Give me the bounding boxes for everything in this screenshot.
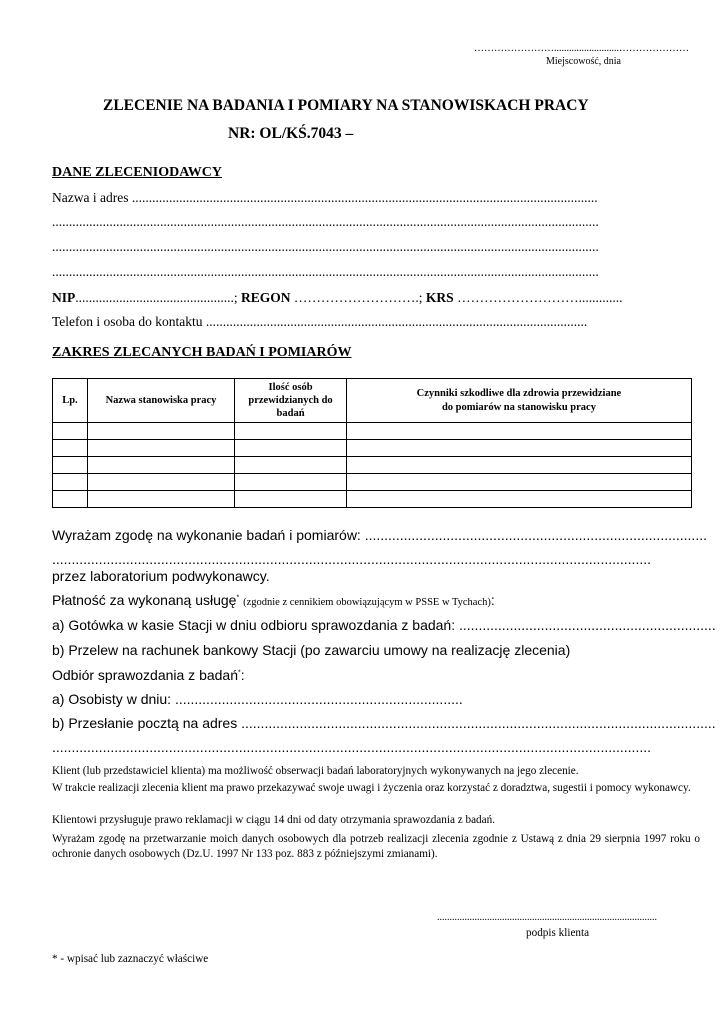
cell-factors[interactable] [346, 474, 691, 491]
cell-qty[interactable] [235, 423, 347, 440]
signature-dots: ........................................................................................ [437, 912, 657, 923]
cell-lp[interactable] [53, 440, 88, 457]
pickup-sup: * [238, 669, 241, 677]
name-address-row [52, 190, 598, 206]
payment-option-cash: a) Gotówka w kasie Stacji w dniu odbioru sprawozdania z badań: .................................................................. [52, 617, 716, 633]
krs-label: KRS [425, 290, 454, 305]
name-address-dots: .......................................................................................................................................... [131, 190, 598, 205]
regon-label: REGON [241, 290, 291, 305]
signature-label: podpis klienta [526, 927, 590, 939]
cell-lp[interactable] [53, 457, 88, 474]
scope-table [52, 378, 692, 508]
payment-option-transfer: b) Przelew na rachunek bankowy Stacji (po zawarciu umowy na realizację zlecenia) [52, 642, 571, 658]
note-gdpr: Wyrażam zgodę na przetwarzanie moich danych osobowych dla potrzeb realizacji zlecenia zgodnie z Ustawą z dnia 29 sierpnia 1997 roku o ochronie danych osobowych (Dz.U. 1997 Nr 133 poz. 883 z późniejszymi zmianami). [52, 833, 700, 861]
contact-row [52, 314, 587, 330]
cell-factors[interactable] [346, 440, 691, 457]
client-heading: DANE ZLECENIODAWCY [52, 165, 222, 180]
cell-qty[interactable] [235, 491, 347, 508]
nip-label: NIP [52, 290, 76, 305]
cell-factors[interactable] [346, 423, 691, 440]
table-row[interactable] [53, 423, 692, 440]
cell-name[interactable] [87, 423, 234, 440]
cell-qty[interactable] [235, 440, 347, 457]
note-complaint: Klientowi przysługuje prawo reklamacji w ciągu 14 dni od daty otrzymania sprawozdania z badań. [52, 814, 496, 826]
col-qty-text: Ilość osób przewidzianych do badań [248, 381, 333, 420]
col-qty-header [235, 379, 347, 423]
table-row[interactable] [53, 474, 692, 491]
payment-note: (zgodnie z cennikiem obowiązującym w PSSE w Tychach) [243, 597, 491, 608]
cell-name[interactable] [87, 474, 234, 491]
col-name-header: Nazwa stanowiska pracy [87, 379, 234, 423]
note-observation: Klient (lub przedstawiciel klienta) ma możliwość obserwacji badań laboratoryjnych wykonywanych na jego zlecenie. [52, 765, 579, 777]
contact-dots: ................................................................................................................. [205, 314, 588, 329]
pickup-label: Odbiór sprawozdania z badań [52, 667, 239, 683]
consent-line: Wyrażam zgodę na wykonanie badań i pomiarów: ........................................................................................ [52, 527, 707, 543]
document-title: ZLECENIE NA BADANIA I POMIARY NA STANOWISKACH PRACY [103, 97, 589, 114]
scope-heading: ZAKRES ZLECANYCH BADAŃ I POMIARÓW [52, 345, 352, 360]
consent-dots: .......................................................................................................................................................... [52, 551, 652, 567]
table-header-row [53, 379, 692, 423]
col-factor-header [346, 379, 691, 423]
table-row[interactable] [53, 491, 692, 508]
place-date-label: Miejscowość, dnia [546, 56, 621, 67]
contact-label: Telefon i osoba do kontaktu [52, 314, 203, 329]
address-line-3: .................................................................................................................................................................. [52, 264, 599, 279]
cell-qty[interactable] [235, 457, 347, 474]
cell-factors[interactable] [346, 491, 691, 508]
pickup-address-dots: .......................................................................................................................................................... [52, 739, 652, 755]
cell-name[interactable] [87, 457, 234, 474]
table-row[interactable] [53, 457, 692, 474]
name-address-label: Nazwa i adres [52, 190, 129, 205]
cell-name[interactable] [87, 440, 234, 457]
pickup-option-personal: a) Osobisty w dniu: .......................................................................... [52, 691, 463, 707]
place-date-dots: ……………………..........................………………… [474, 43, 689, 54]
payment-label-row [52, 592, 495, 608]
note-rights: W trakcie realizacji zlecenia klient ma prawo przekazywać swoje uwagi i życzenia oraz korzystać z doradztwa, sugestii i pomocy wykonawcy. [52, 782, 691, 794]
table-row[interactable] [53, 440, 692, 457]
cell-factors[interactable] [346, 457, 691, 474]
subcontractor-text: przez laboratorium podwykonawcy. [52, 568, 270, 584]
regon-dots: ……………………….; [293, 290, 423, 305]
ids-row [52, 290, 622, 306]
nip-dots: ...............................................; [75, 290, 238, 305]
col-factor-line2: do pomiarów na stanowisku pracy [441, 401, 596, 413]
payment-label: Płatność za wykonaną usługę [52, 592, 237, 608]
address-line-2: .................................................................................................................................................................. [52, 239, 599, 254]
payment-colon: : [490, 592, 495, 608]
cell-name[interactable] [87, 491, 234, 508]
payment-sup: * [236, 594, 240, 602]
col-factor-line1: Czynniki szkodliwe dla zdrowia przewidziane [416, 388, 622, 400]
cell-lp[interactable] [53, 423, 88, 440]
pickup-option-post: b) Przesłanie pocztą na adres .......................................................................................................................... [52, 715, 716, 731]
document-number: NR: OL/KŚ.7043 – [228, 125, 354, 142]
address-line-1: .................................................................................................................................................................. [52, 214, 599, 229]
pickup-label-row [52, 667, 245, 683]
cell-lp[interactable] [53, 474, 88, 491]
cell-lp[interactable] [53, 491, 88, 508]
pickup-colon: : [240, 667, 245, 683]
col-lp-header: Lp. [53, 379, 88, 423]
krs-dots: ………………………............. [457, 290, 623, 305]
cell-qty[interactable] [235, 474, 347, 491]
footnote: * - wpisać lub zaznaczyć właściwe [52, 953, 209, 965]
